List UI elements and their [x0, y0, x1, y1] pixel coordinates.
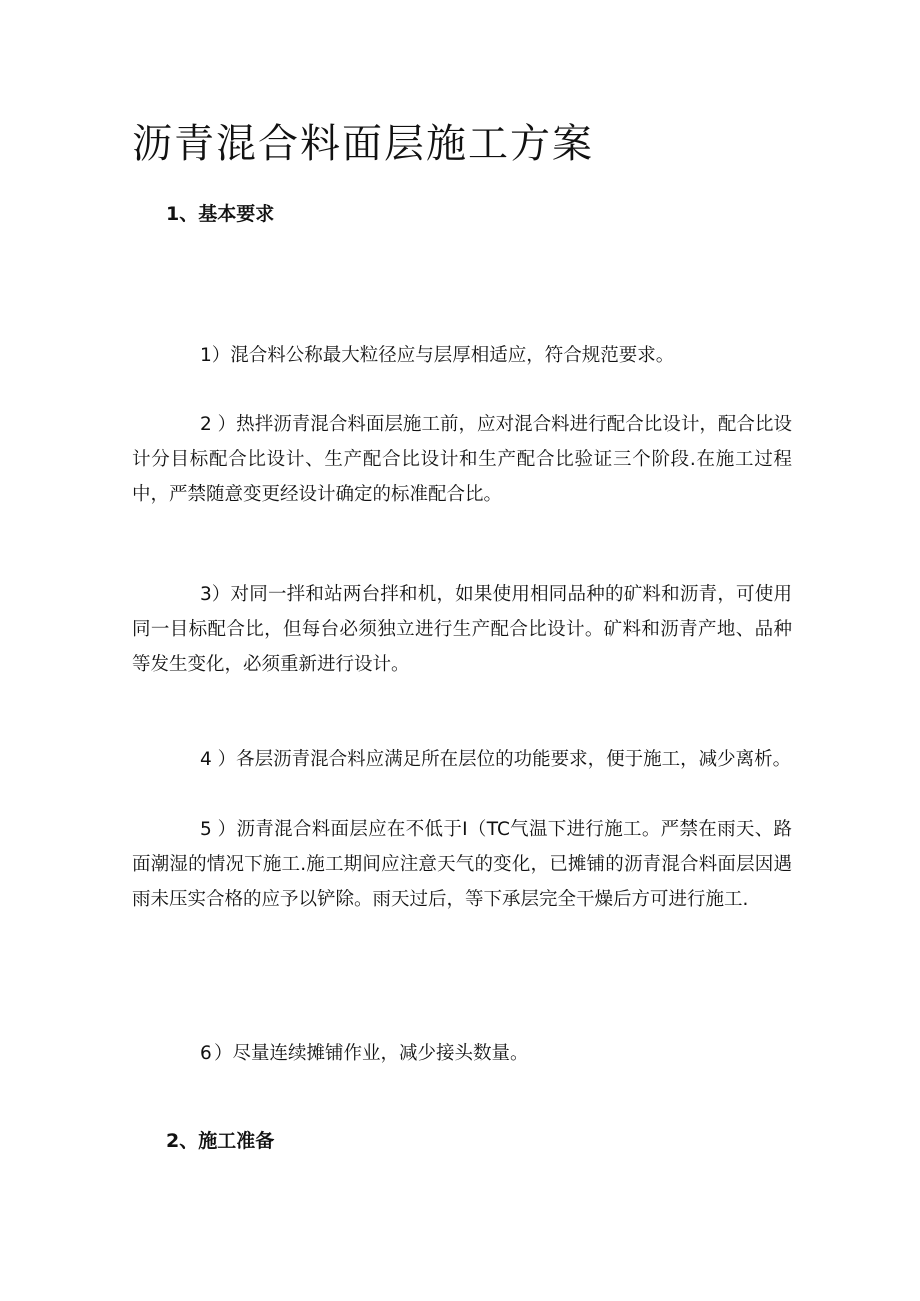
item-number: 1）	[200, 345, 231, 366]
item-text: ）尽量连续摊铺作业，减少接头数量。	[214, 1043, 529, 1064]
requirement-item-4	[132, 742, 792, 777]
item-text: 各层沥青混合料应满足所在层位的功能要求，便于施工，减少离析。	[236, 749, 792, 770]
section-heading-construction-preparation: 2、施工准备	[166, 1130, 275, 1152]
requirement-item-2	[132, 407, 792, 512]
requirement-item-1	[132, 338, 792, 373]
item-number: 5 ）	[200, 819, 237, 840]
requirement-item-3	[132, 577, 792, 682]
item-text: 混合料公称最大粒径应与层厚相适应，符合规范要求。	[230, 345, 675, 366]
item-number: 3）	[200, 584, 231, 605]
section-heading-basic-requirements: 1、基本要求	[166, 203, 275, 225]
item-number: 4 ）	[200, 749, 237, 770]
item-text: 沥青混合料面层应在不低于I（TC气温下进行施工。严禁在雨天、路面潮湿的情况下施工.施工期间应注意天气的变化，已摊铺的沥青混合料面层因遇雨未压实合格的应予以铲除。雨天过后，等下承层完全干燥后方可进行施工.	[132, 819, 792, 910]
requirement-item-6	[132, 1036, 792, 1071]
document-title: 沥青混合料面层施工方案	[132, 121, 594, 167]
item-number: 6	[200, 1043, 212, 1064]
item-number: 2 ）	[200, 414, 237, 435]
requirement-item-5	[132, 812, 792, 917]
item-text: 热拌沥青混合料面层施工前，应对混合料进行配合比设计，配合比设计分目标配合比设计、生产配合比设计和生产配合比验证三个阶段.在施工过程中，严禁随意变更经设计确定的标准配合比。	[132, 414, 792, 505]
item-text: 对同一拌和站两台拌和机，如果使用相同品种的矿料和沥青，可使用同一目标配合比，但每台必须独立进行生产配合比设计。矿料和沥青产地、品种等发生变化，必须重新进行设计。	[132, 584, 792, 675]
